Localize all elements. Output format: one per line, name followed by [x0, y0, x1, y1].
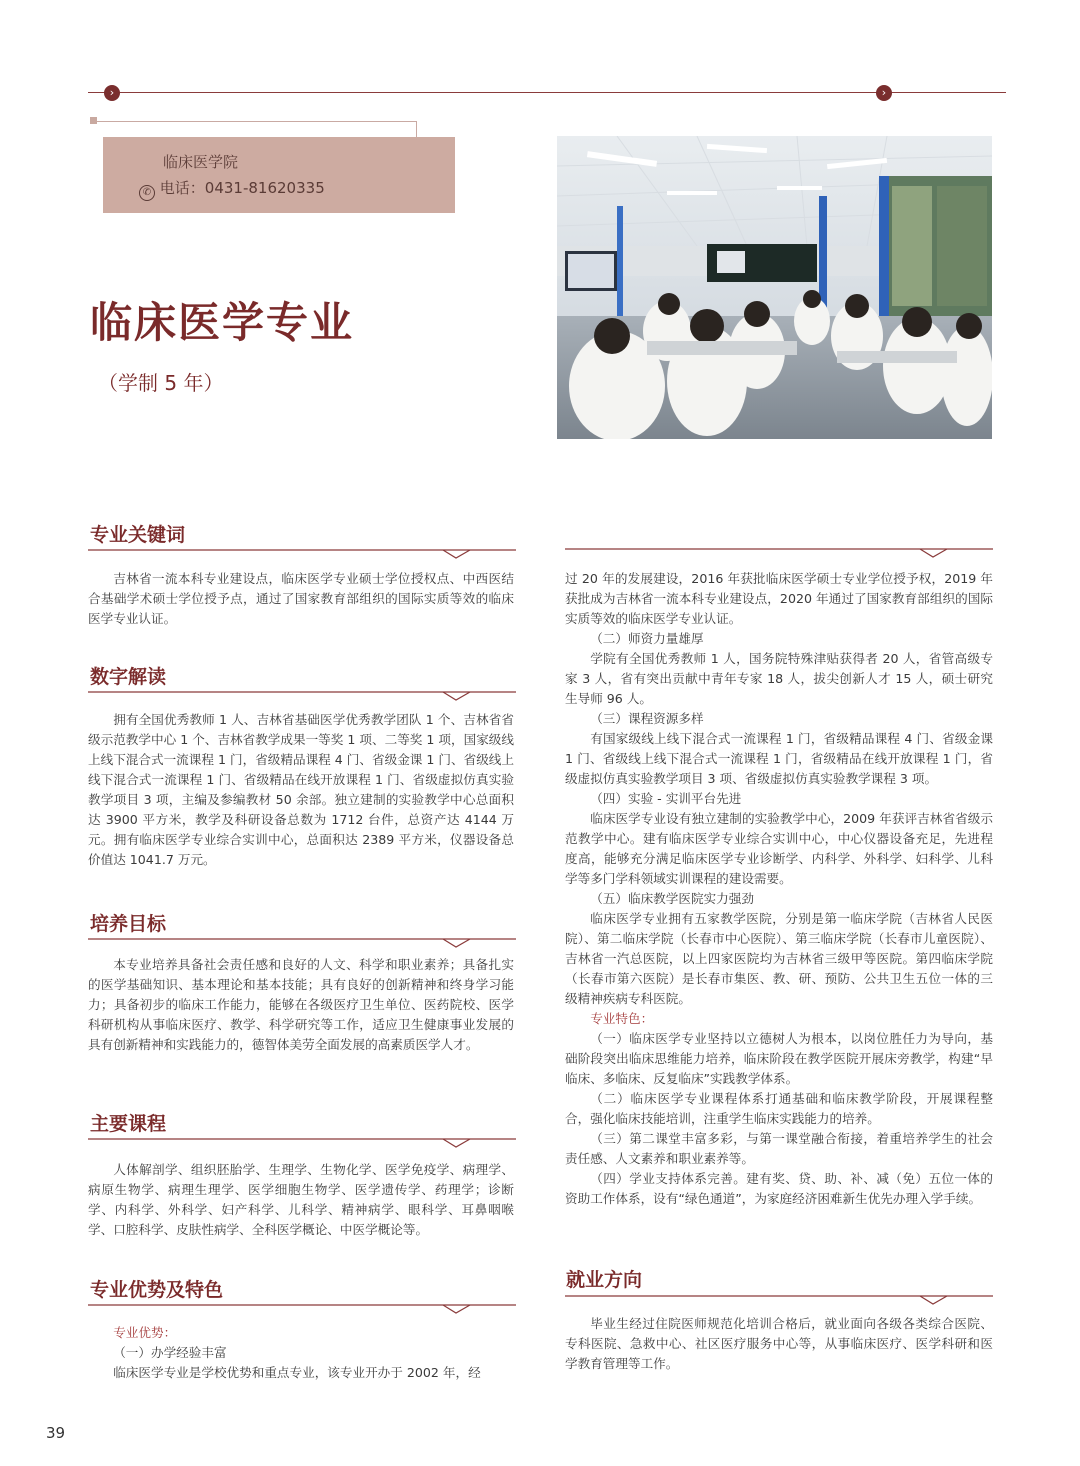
keywords-text — [88, 569, 514, 629]
decorative-square — [90, 117, 97, 124]
advantages-continued — [565, 569, 993, 1209]
arrow-right-icon: › — [876, 85, 892, 101]
phone-number: 0431-81620335 — [204, 179, 325, 197]
classroom-photo — [557, 136, 992, 439]
feature-item-1: （一）临床医学专业坚持以立德树人为根本，以岗位胜任力为导向，基础阶段突出临床思维能力培养，临床阶段在教学医院开展床旁教学，构建“早临床、多临床、反复临床”实践教学体系。 — [565, 1031, 993, 1086]
employment-paragraph: 毕业生经过住院医师规范化培训合格后，就业面向各级各类综合医院、专科医院、急救中心、社区医疗服务中心等，从事临床医疗、医学科研和医学教育管理等工作。 — [565, 1316, 993, 1371]
advantage-item4-text: 临床医学专业设有独立建制的实验教学中心，2009 年获评吉林省省级示范教学中心。建有临床医学专业综合实训中心，中心仪器设备充足，先进程度高，能够充分满足临床医学专业诊断学、内科学、外科学、妇科学、儿科学等多门学科领域实训课程的建设需要。 — [565, 811, 993, 886]
college-name: 临床医学院 — [163, 153, 239, 171]
section-divider — [88, 936, 516, 950]
advantages-label: 专业优势： — [113, 1325, 177, 1340]
advantage-item5-text: 临床医学专业拥有五家教学医院，分别是第一临床学院（吉林省人民医院）、第二临床学院（长春市中心医院）、第三临床学院（长春市儿童医院）、吉林省一汽总医院，以上四家医院均为吉林省三级甲等医院。第四临床学院（长春市第六医院）是长春市集医、教、研、预防、公共卫生五位一体的三级精神疾病专科医院。 — [565, 911, 993, 1006]
phone-icon: ✆ — [139, 185, 155, 201]
advantage-item-text: 临床医学专业是学校优势和重点专业，该专业开办于 2002 年，经 — [113, 1365, 481, 1380]
phone-line — [139, 177, 325, 201]
phone-label: 电话： — [159, 179, 205, 197]
courses-text — [88, 1160, 514, 1240]
feature-item-2: （二）临床医学专业课程体系打通基础和临床教学阶段，开展课程整合，强化临床技能培训，注重学生临床实践能力的培养。 — [565, 1091, 993, 1126]
section-divider — [88, 689, 516, 703]
advantages-text — [88, 1323, 514, 1383]
section-heading-numbers: 数字解读 — [90, 666, 167, 688]
feature-item-4: （四）学业支持体系完善。建有奖、贷、助、补、减（免）五位一体的资助工作体系，设有“绿色通道”，为家庭经济困难新生优先办理入学手续。 — [565, 1171, 993, 1206]
feature-item-3: （三）第二课堂丰富多彩，与第一课堂融合衔接，着重培养学生的社会责任感、人文素养和职业素养等。 — [565, 1131, 993, 1166]
keywords-paragraph: 吉林省一流本科专业建设点，临床医学专业硕士学位授权点、中西医结合基础学术硕士学位授予点，通过了国家教育部组织的国际实质等效的临床医学专业认证。 — [88, 571, 514, 626]
contact-box — [103, 137, 455, 213]
employment-text — [565, 1314, 993, 1374]
advantage-item2-text: 学院有全国优秀教师 1 人，国务院特殊津贴获得者 20 人，省管高级专家 3 人，省有突出贡献中青年专家 18 人，拔尖创新人才 15 人，硕士研究生导师 96 人。 — [565, 651, 993, 706]
advantage-item4-title: （四）实验 - 实训平台先进 — [590, 791, 742, 806]
arrow-right-icon: › — [104, 85, 120, 101]
section-divider — [88, 547, 516, 561]
section-divider — [88, 1302, 516, 1316]
top-rule — [88, 92, 1006, 93]
section-heading-courses: 主要课程 — [90, 1113, 167, 1135]
advantage-item-title: （一）办学经验丰富 — [113, 1345, 227, 1360]
courses-paragraph: 人体解剖学、组织胚胎学、生理学、生物化学、医学免疫学、病理学、病原生物学、病理生理学、医学细胞生物学、医学遗传学、药理学；诊断学、内科学、外科学、妇产科学、儿科学、精神病学、眼科学、耳鼻咽喉学、口腔科学、皮肤性病学、全科医学概论、中医学概论等。 — [88, 1162, 514, 1237]
section-divider — [88, 1136, 516, 1150]
advantage-item3-text: 有国家级线上线下混合式一流课程 1 门，省级精品课程 4 门、省级金课 1 门、省级线上线下混合式一流课程 1 门，省级精品在线开放课程 1 门，省级虚拟仿真实验教学项目 3 项、省级虚拟仿真实验教学课程 3 项。 — [565, 731, 993, 786]
advantage-item1-continued: 过 20 年的发展建设，2016 年获批临床医学硕士专业学位授予权，2019 年获批成为吉林省一流本科专业建设点，2020 年通过了国家教育部组织的国际实质等效的临床医学专业认证。 — [565, 571, 993, 626]
advantage-item5-title: （五）临床教学医院实力强劲 — [590, 891, 754, 906]
advantage-item3-title: （三）课程资源多样 — [590, 711, 704, 726]
section-heading-keywords: 专业关键词 — [90, 524, 186, 546]
goals-paragraph: 本专业培养具备社会责任感和良好的人文、科学和职业素养；具备扎实的医学基础知识、基本理论和基本技能；具有良好的创新精神和终身学习能力；具备初步的临床工作能力，能够在各级医疗卫生单位、医药院校、医学科研机构从事临床医疗、教学、科学研究等工作，适应卫生健康事业发展的具有创新精神和实践能力的，德智体美劳全面发展的高素质医学人才。 — [88, 957, 514, 1052]
numbers-text — [88, 710, 514, 870]
page-subtitle: （学制 5 年） — [98, 371, 224, 395]
advantage-item2-title: （二）师资力量雄厚 — [590, 631, 704, 646]
page-number: 39 — [46, 1424, 66, 1442]
page-title: 临床医学专业 — [90, 298, 355, 347]
features-label: 专业特色： — [590, 1011, 654, 1026]
numbers-paragraph: 拥有全国优秀教师 1 人、吉林省基础医学优秀教学团队 1 个、吉林省省级示范教学中心 1 个、吉林省教学成果一等奖 1 项、二等奖 1 项，国家级线上线下混合式一流课程 1 门，省级精品课程 4 门、省级金课 1 门、省级线上线下混合式一流课程 1 门、省级精品在线开放课程 1 门、省级虚拟仿真实验教学项目 3 项，主编及参编教材 50 余部。独立建制的实验教学中心总面积达 3900 平方米，教学及科研设备总数为 1712 台件，总资产达 4144 万元。拥有临床医学专业综合实训中心，总面积达 2389 平方米，仪器设备总价值达 1041.7 万元。 — [88, 712, 514, 867]
classroom-illustration — [557, 136, 992, 439]
section-divider — [565, 546, 993, 560]
section-divider — [565, 1293, 993, 1307]
section-heading-employment: 就业方向 — [566, 1269, 643, 1291]
section-heading-advantages: 专业优势及特色 — [90, 1279, 224, 1301]
section-heading-goals: 培养目标 — [90, 913, 167, 935]
goals-text — [88, 955, 514, 1055]
